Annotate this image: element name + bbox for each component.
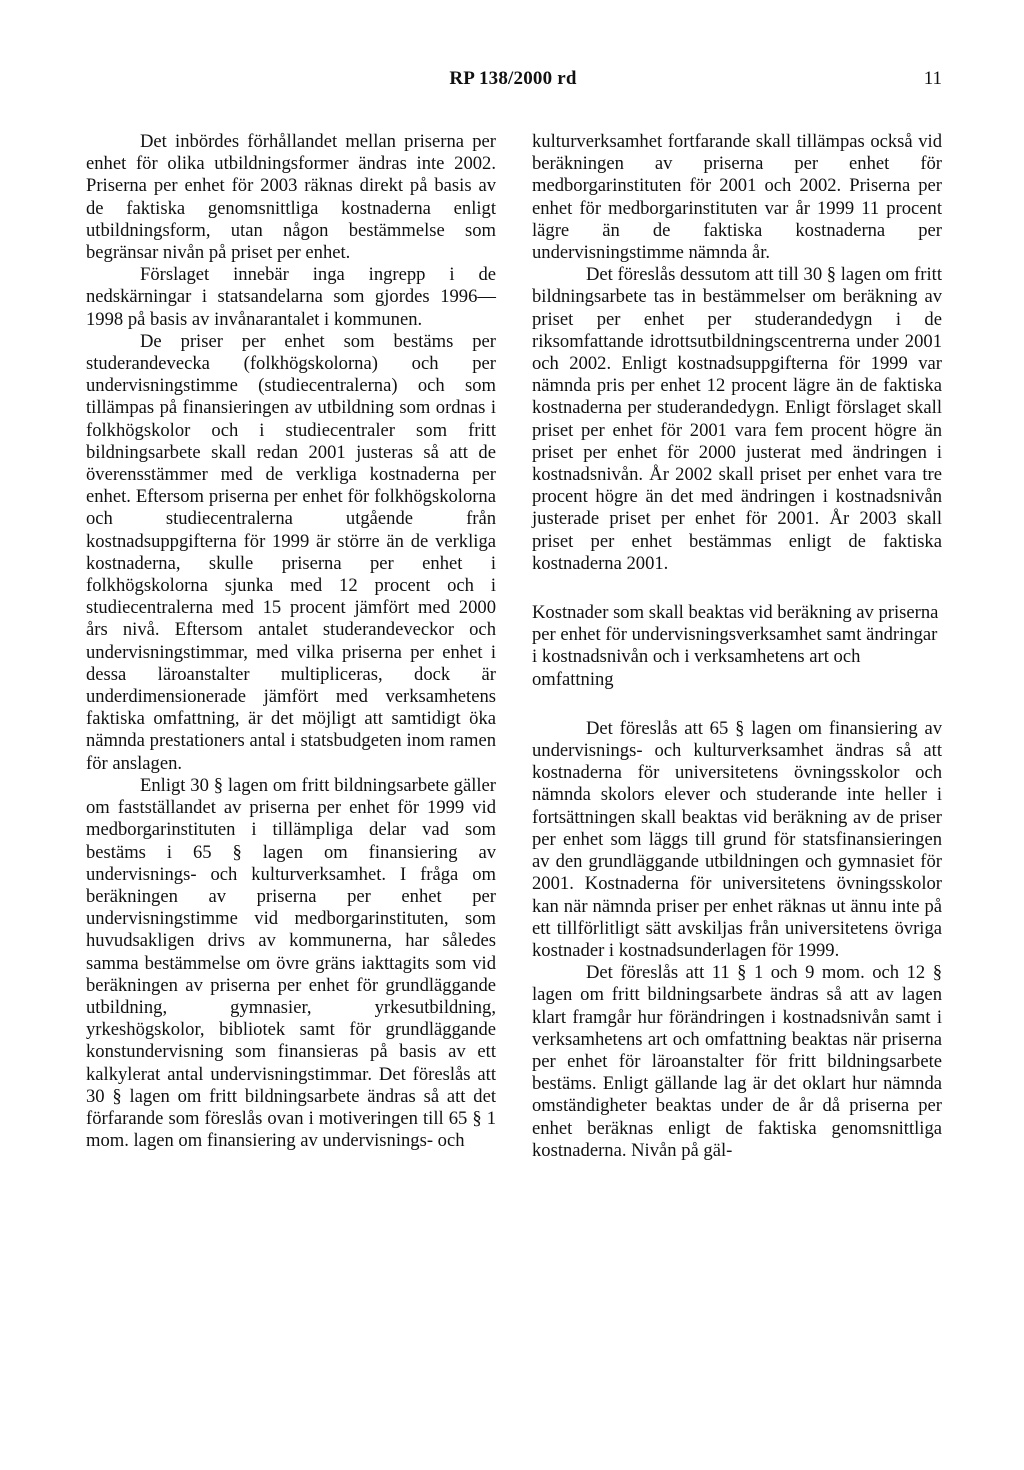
- page-header: [84, 68, 942, 98]
- paragraph-continued: kulturverksamhet fortfarande skall tillämpas också vid beräkningen av priserna per enhet för medborgarinstituten för 2001 och 2002. Priserna per enhet för medborgarinstituten var år 1999 11 procent lägre än de faktiska kostnaderna per undervisningstimme nämnda år.: [532, 131, 942, 264]
- right-column: [532, 131, 942, 1162]
- paragraph: Det inbördes förhållandet mellan priserna per enhet för olika utbildningsformer ändras inte 2002. Priserna per enhet för 2003 räknas direkt på basis av de faktiska genomsnittliga kostnaderna enligt utbildningsform, utan någon bestämmelse som begränsar nivån på priset per enhet.: [86, 131, 496, 264]
- paragraph: Det föreslås att 65 § lagen om finansiering av undervisnings- och kulturverksamhet ändras så att kostnaderna för universitetens övningsskolor och nämnda skolors elever och studerande inte heller i fortsättningen skall beaktas vid beräkning av de priser per enhet som läggs till grund för statsfinansieringen av den grundläggande utbildningen och gymnasiet för 2001. Kostnaderna för universitetens övningsskolor kan när nämnda priser per enhet räknas ut ännu inte på ett tillförlitligt sätt avskiljas från universitetens övriga kostnader i kostnadsunderlagen för 1999.: [532, 717, 942, 961]
- paragraph: Enligt 30 § lagen om fritt bildningsarbete gäller om fastställandet av priserna per enhet för 1999 vid medborgarinstituten i tillämpliga delar vad som bestäms i 65 § lagen om finansiering av undervisnings- och kulturverksamhet. I fråga om beräkningen av priserna per enhet per undervisningstimme vid medborgarinstituten, som huvudsakligen drivs av kommunerna, har således samma bestämmelse om övre gräns iakttagits som vid beräkningen av priserna per enhet för grundläggande utbildning, gymnasier, yrkesutbildning, yrkeshögskolor, bibliotek samt för grundläggande konstundervisning som finansieras på basis av ett kalkylerat antal undervisningstimmar. Det föreslås att 30 § lagen om fritt bildningsarbete ändras så att det förfarande som föreslås ovan i motiveringen till 65 § 1 mom. lagen om finansiering av undervisnings- och: [86, 774, 496, 1152]
- page-number: 11: [923, 68, 942, 89]
- paragraph: Det föreslås att 11 § 1 och 9 mom. och 12 § lagen om fritt bildningsarbete ändras så att av lagen klart framgår hur förändringen i kostnadsnivån samt i verksamhetens art och omfattning beaktas när priserna per enhet för läroanstalter för fritt bildningsarbete bestäms. Enligt gällande lag är det oklart hur nämnda omständigheter beaktas under de år då priserna per enhet beräknas enligt de faktiska genomsnittliga kostnaderna. Nivån på gäl-: [532, 962, 942, 1161]
- paragraph: Förslaget innebär inga ingrepp i de nedskärningar i statsandelarna som gjordes 1996—1998 på basis av invånarantalet i kommunen.: [86, 264, 496, 330]
- paragraph: De priser per enhet som bestäms per studerandevecka (folkhögskolorna) och per undervisningstimme (studiecentralerna) och som tillämpas på finansieringen av utbildning som ordnas i folkhögskolor och i studiecentraler som fritt bildningsarbete skall redan 2001 justeras så att de överensstämmer med de verkliga kostnaderna per enhet. Eftersom priserna per enhet för folkhögskolorna och studiecentralerna utgående från kostnadsuppgifterna för 1999 är större än de verkliga kostnaderna, skulle priserna per enhet i folkhögskolorna sjunka med 12 procent och i studiecentralerna med 15 procent jämfört med 2000 års nivå. Eftersom antalet studerandeveckor och undervisningstimmar, med vilka priserna per enhet i dessa läroanstalter multipliceras, dock är underdimensionerade jämfört med verksamhetens faktiska omfattning, är det möjligt att samtidigt öka nämnda prestationers antal i statsbudgeten inom ramen för anslagen.: [86, 330, 496, 774]
- paragraph: Det föreslås dessutom att till 30 § lagen om fritt bildningsarbete tas in bestämmelser om beräkning av priset per enhet per studerandedygn i de riksomfattande idrottsutbildningscentrerna under 2001 och 2002. Enligt kostnadsuppgifterna för 1999 var nämnda pris per enhet 12 procent lägre än de faktiska kostnaderna per studerandedygn. Enligt förslaget skall priset per enhet för 2001 vara fem procent högre än priset per enhet för 2000 justerat med ändringen i kostnadsnivån. År 2002 skall priset per enhet vara tre procent högre än det med ändringen i kostnadsnivån justerade priset per enhet för 2001. År 2003 skall priset per enhet bestämmas enligt de faktiska kostnaderna 2001.: [532, 264, 942, 574]
- document-reference: RP 138/2000 rd: [449, 68, 577, 89]
- left-column: [86, 131, 496, 1152]
- section-heading: Kostnader som skall beaktas vid beräkning av priserna per enhet för undervisningsverksamhet samt ändringar i kostnadsnivån och i verksamhetens art och omfattning: [532, 602, 939, 690]
